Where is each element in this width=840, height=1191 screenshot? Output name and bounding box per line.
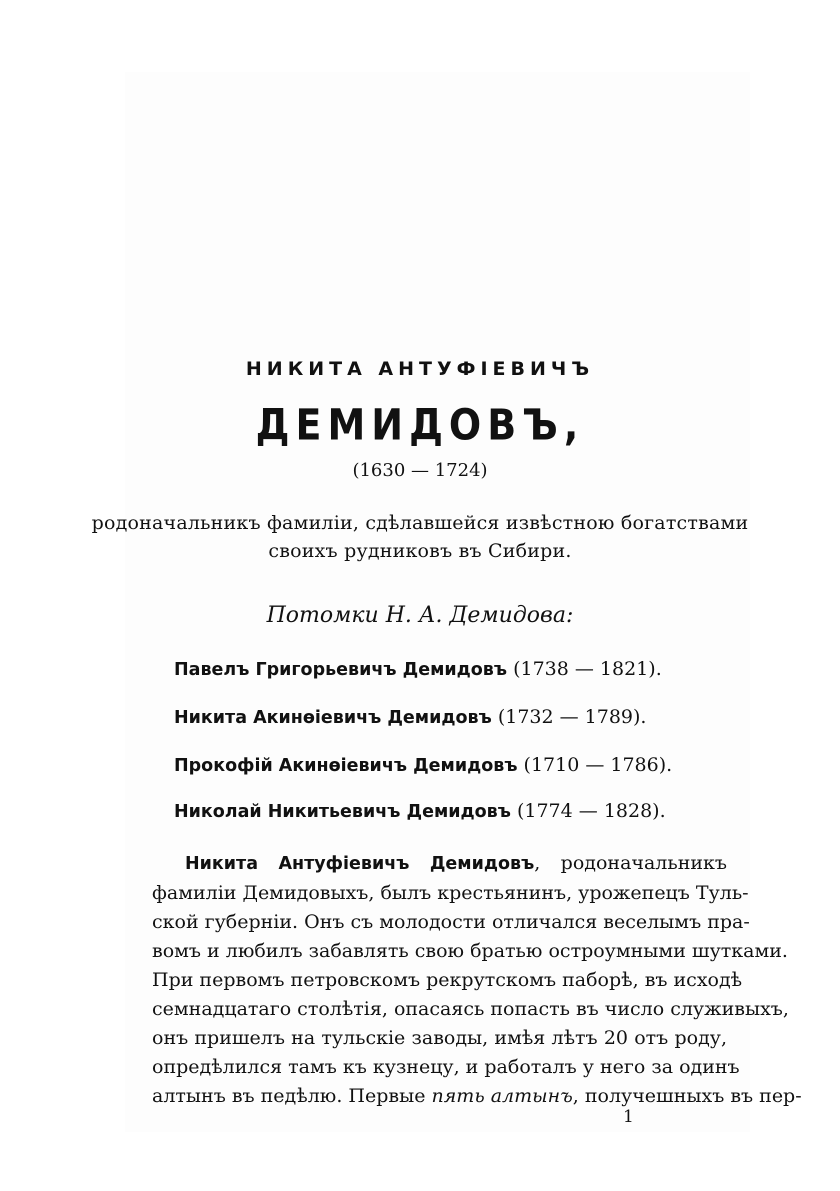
body-last-line-italic: пять алтынъ xyxy=(431,1085,573,1107)
descendant-name: Прокофій Акинѳіевичъ Демидовъ xyxy=(174,756,518,776)
body-line xyxy=(185,852,727,874)
body-line: онъ пришелъ на тульскіе заводы, имѣя лѣтъ 20 отъ роду, xyxy=(152,1027,727,1049)
body-line: фамиліи Демидовыхъ, былъ крестьянинъ, урожепецъ Туль- xyxy=(152,882,749,904)
body-line-1-rest: , родоначальникъ xyxy=(534,852,727,874)
descendant-name: Павелъ Григорьевичъ Демидовъ xyxy=(174,660,508,680)
body-line: При первомъ петровскомъ рекрутскомъ паборѣ, въ исходѣ xyxy=(152,969,743,991)
body-last-line-end: , получешныхъ въ пер- xyxy=(572,1085,802,1107)
descendant-years: (1732 — 1789). xyxy=(497,706,647,728)
descendant-years: (1710 — 1786). xyxy=(523,754,673,776)
descendant-years: (1774 — 1828). xyxy=(516,800,666,822)
body-lead-name: Никита Антуфіевичъ Демидовъ xyxy=(185,854,535,874)
descendant-name: Николай Никитьевичъ Демидовъ xyxy=(174,802,511,822)
body-line: вомъ и любилъ забавлять свою братью остроумными шутками. xyxy=(152,940,788,962)
page-number: 1 xyxy=(623,1107,634,1127)
body-line: ской губерніи. Онъ съ молодости отличался веселымъ пра- xyxy=(152,911,750,933)
subtitle-line-2: своихъ рудниковъ въ Сибири. xyxy=(268,540,572,562)
descendants-heading: Потомки Н. А. Демидова: xyxy=(266,603,574,628)
title-surname: ДЕМИДОВЪ, xyxy=(255,400,585,450)
descendant-item xyxy=(174,800,666,822)
body-line: опредѣлился тамъ къ кузнецу, и работалъ у него за одинъ xyxy=(152,1056,740,1078)
body-line xyxy=(152,1085,802,1107)
body-line: семнадцатаго столѣтія, опасаясь попасть въ число служивыхъ, xyxy=(152,998,789,1020)
descendant-name: Никита Акинѳіевичъ Демидовъ xyxy=(174,708,492,728)
body-last-line-start: алтынъ въ педѣлю. Первые xyxy=(152,1085,432,1107)
descendant-item xyxy=(174,706,646,728)
descendant-item xyxy=(174,754,672,776)
title-name: НИКИТА АНТУФІЕВИЧЪ xyxy=(245,358,595,380)
descendant-years: (1738 — 1821). xyxy=(513,658,662,680)
descendant-item xyxy=(174,658,662,680)
subtitle-line-1: родоначальникъ фамиліи, сдѣлавшейся извѣстною богатствами xyxy=(91,512,749,534)
title-years: (1630 — 1724) xyxy=(352,460,488,481)
